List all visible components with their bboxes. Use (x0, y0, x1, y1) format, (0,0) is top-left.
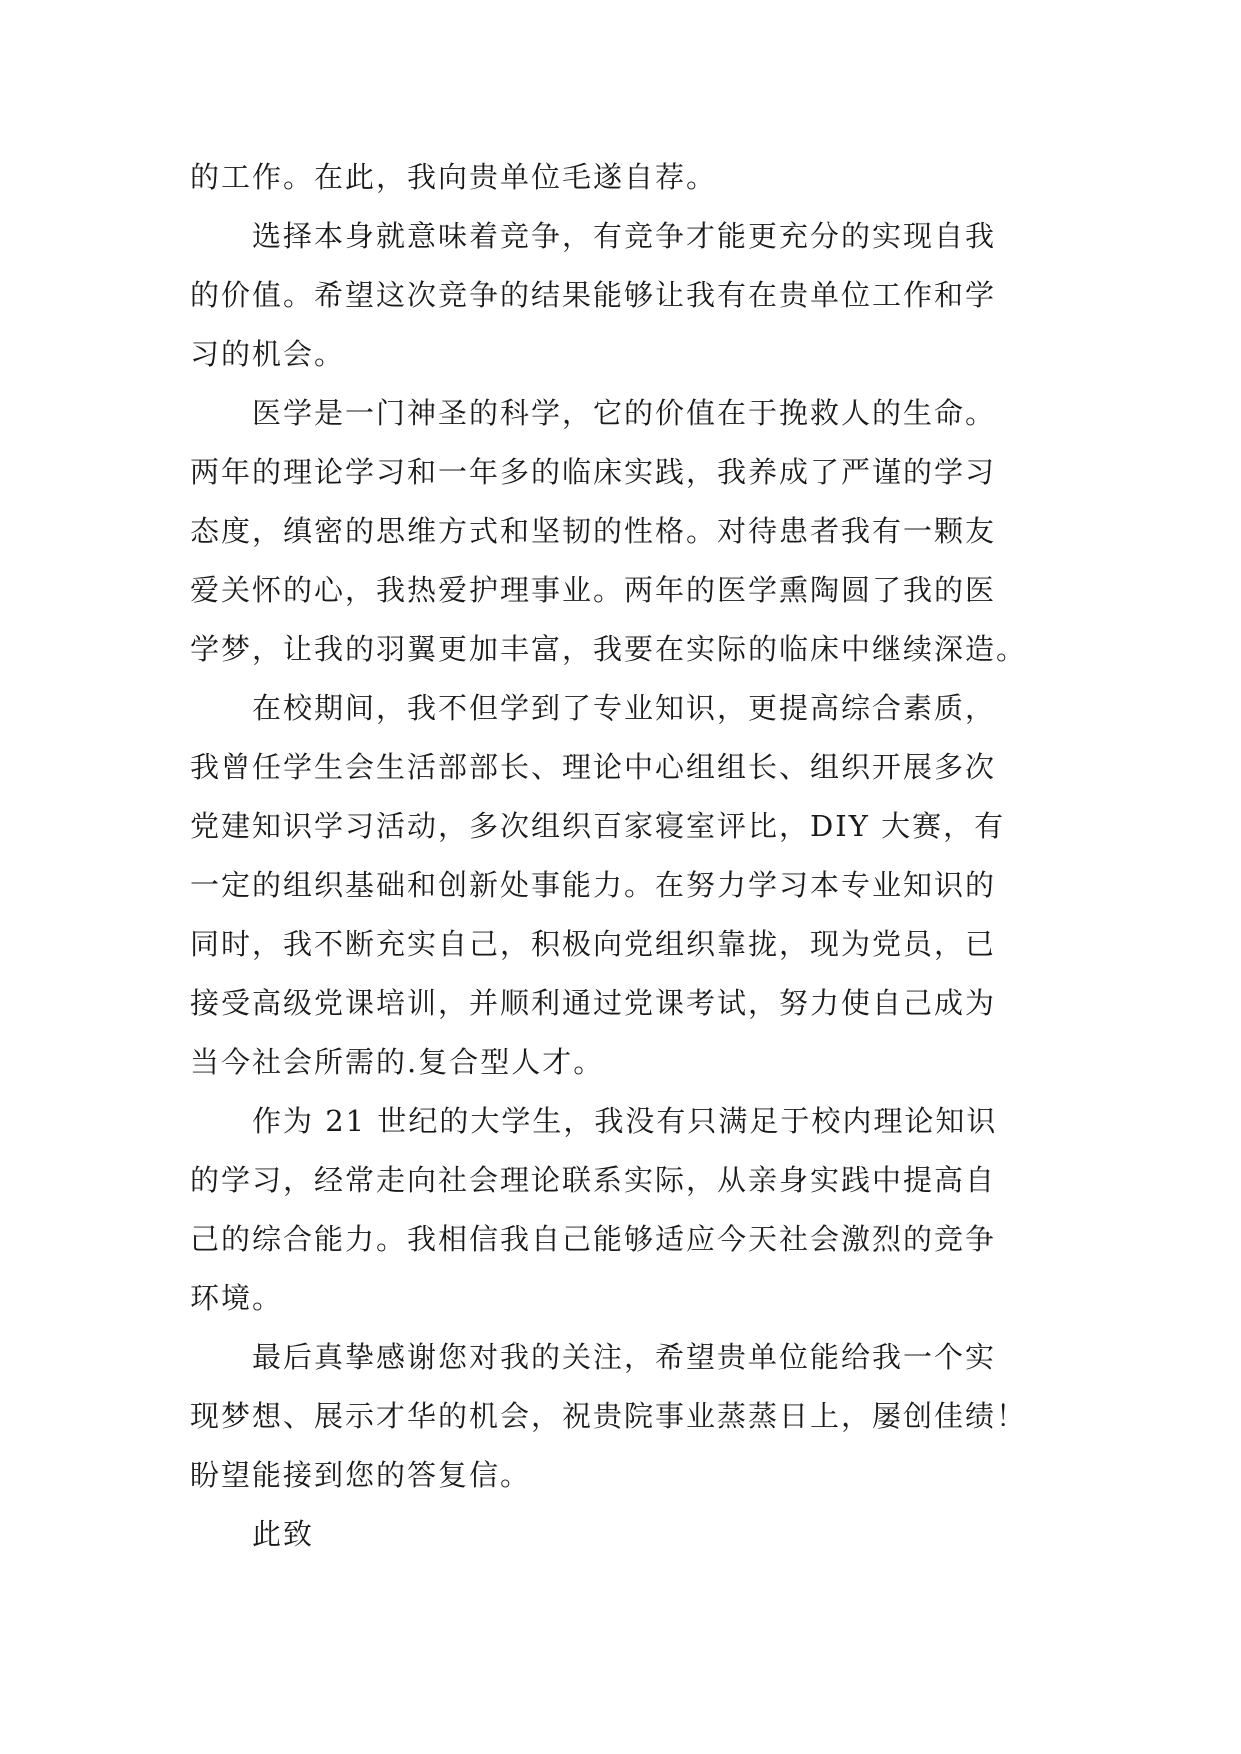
text-line: 环境。 (190, 1281, 284, 1315)
text-line: 最后真挚感谢您对我的关注，希望贵单位能给我一个实 (252, 1340, 997, 1374)
text-line: 党建知识学习活动，多次组织百家寝室评比，DIY 大赛，有 (190, 809, 1006, 843)
document-body (190, 148, 1050, 1564)
text-line: 的价值。希望这次竞争的结果能够让我有在贵单位工作和学 (190, 278, 997, 312)
text-line: 一定的组织基础和创新处事能力。在努力学习本专业知识的 (190, 868, 997, 902)
text-line: 态度，缜密的思维方式和坚韧的性格。对待患者我有一颗友 (190, 514, 997, 548)
text-line: 己的综合能力。我相信我自己能够适应今天社会激烈的竞争 (190, 1222, 997, 1256)
text-line: 的工作。在此，我向贵单位毛遂自荐。 (190, 160, 718, 194)
text-line: 同时，我不断充实自己，积极向党组织靠拢，现为党员，已 (190, 927, 997, 961)
text-line: 两年的理论学习和一年多的临床实践，我养成了严谨的学习 (190, 455, 997, 489)
text-line: 我曾任学生会生活部部长、理论中心组组长、组织开展多次 (190, 750, 997, 784)
text-line: 盼望能接到您的答复信。 (190, 1458, 532, 1492)
text-line: 习的机会。 (190, 337, 346, 371)
text-line: 当今社会所需的.复合型人才。 (190, 1045, 605, 1079)
text-line: 现梦想、展示才华的机会，祝贵院事业蒸蒸日上，屡创佳绩！ (190, 1399, 1028, 1433)
text-line: 选择本身就意味着竞争，有竞争才能更充分的实现自我 (252, 219, 997, 253)
text-line: 医学是一门神圣的科学，它的价值在于挽救人的生命。 (252, 396, 997, 430)
text-line: 学梦，让我的羽翼更加丰富，我要在实际的临床中继续深造。 (190, 632, 1028, 666)
text-line: 的学习，经常走向社会理论联系实际，从亲身实践中提高自 (190, 1163, 997, 1197)
text-line: 作为 21 世纪的大学生，我没有只满足于校内理论知识 (252, 1104, 998, 1138)
text-line: 在校期间，我不但学到了专业知识，更提高综合素质， (252, 691, 997, 725)
text-line: 接受高级党课培训，并顺利通过党课考试，努力使自己成为 (190, 986, 997, 1020)
text-line: 此致 (252, 1517, 315, 1551)
text-line: 爱关怀的心，我热爱护理事业。两年的医学熏陶圆了我的医 (190, 573, 997, 607)
